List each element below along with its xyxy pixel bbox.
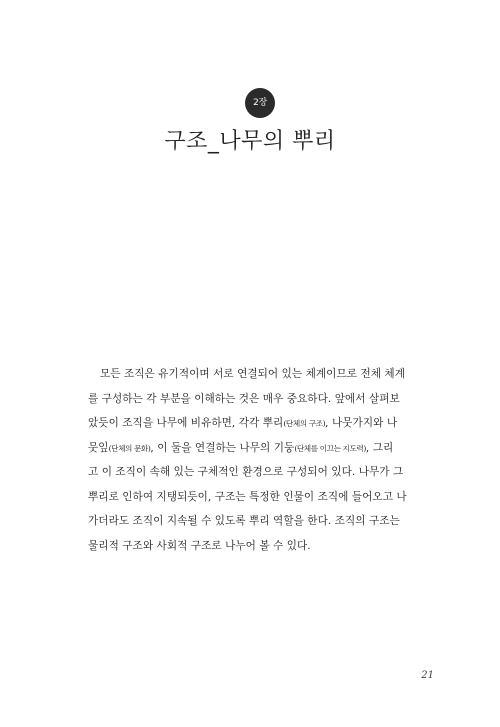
paragraph-line [88, 485, 430, 510]
text-segment: 모든 조직은 유기적이며 서로 연결되어 있는 체계이므로 전체 체계 [100, 368, 405, 380]
chapter-title: 구조_나무의 뿌리 [164, 129, 336, 154]
text-segment: , 이 둘을 연결하는 나무의 기둥 [150, 441, 295, 454]
text-segment: , 나뭇가지와 나 [325, 417, 398, 429]
parenthetical-note: (단체를 이끄는 지도력) [294, 443, 366, 453]
paragraph-line [88, 460, 430, 485]
parenthetical-note: (단체의 문화) [108, 443, 151, 453]
parenthetical-note: (단체의 구조) [283, 419, 326, 428]
paragraph-line [88, 411, 430, 436]
page-number: 21 [421, 670, 434, 681]
paragraph-line [88, 387, 430, 412]
text-segment: 를 구성하는 각 부분을 이해하는 것은 매우 중요하다. 앞에서 살펴보 [88, 392, 400, 405]
paragraph-line [88, 436, 430, 461]
text-segment: 뭇잎 [88, 441, 109, 454]
chapter-badge: 2장 [245, 88, 275, 118]
text-segment: 고 이 조직이 속해 있는 구체적인 환경으로 구성되어 있다. 나무가 그 [88, 466, 404, 478]
text-segment: 뿌리로 인하여 지탱되듯이, 구조는 특정한 인물이 조직에 들어오고 나 [88, 490, 407, 503]
paragraph-line [88, 362, 430, 387]
text-segment: 물리적 구조와 사회적 구조로 나누어 볼 수 있다. [88, 539, 311, 552]
body-paragraph [88, 362, 430, 558]
paragraph-line [88, 509, 430, 534]
text-segment: 았듯이 조직을 나무에 비유하면, 각각 뿌리 [88, 417, 284, 429]
text-segment: 가더라도 조직이 지속될 수 있도록 뿌리 역할을 한다. 조직의 구조는 [88, 515, 400, 527]
text-segment: , 그리 [365, 441, 394, 454]
paragraph-line [88, 534, 430, 559]
